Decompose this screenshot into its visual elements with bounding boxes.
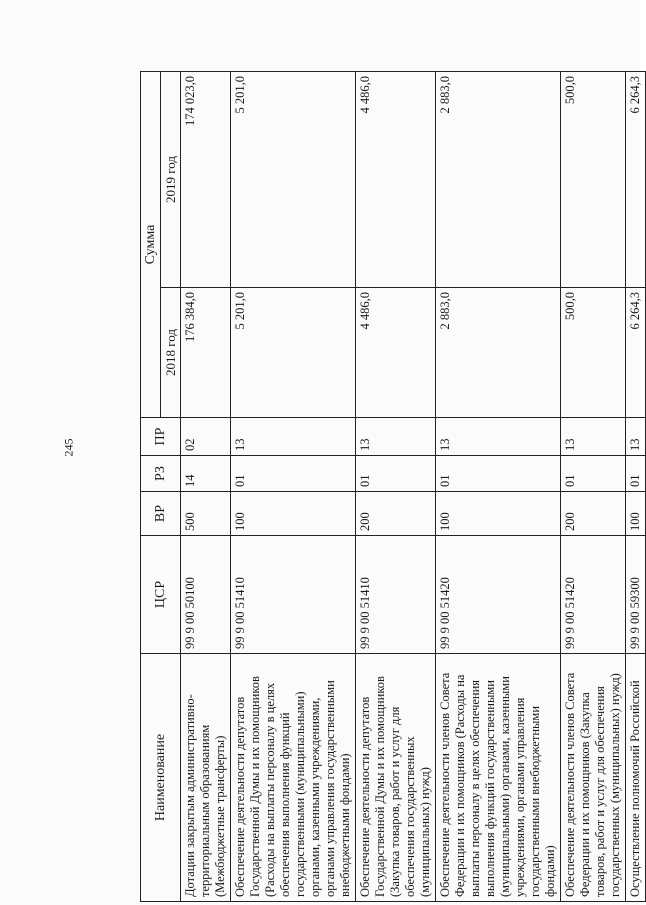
row-name: Обеспечение деятельности членов Совета Федерации и их помощников (Закупка товаров, работ и услуг для обеспечения государственных (муниципальных) нужд) — [561, 654, 626, 902]
table-row — [436, 72, 561, 902]
row-vr: 100 — [436, 492, 561, 536]
row-name: Обеспечение деятельности депутатов Государственной Думы и их помощников (Расходы на выплаты персоналу в целях обеспечения выполнения функций государственными (муниципальными) органами, казенными учреждениями, органами управления государственными внебюджетными фондами) — [231, 654, 356, 902]
row-sum-2018: 4 486,0 — [356, 288, 436, 418]
table-row — [181, 72, 231, 902]
row-sum-2019: 174 023,0 — [181, 72, 231, 288]
row-sum-2019: 5 201,0 — [231, 72, 356, 288]
rotated-table-container — [140, 72, 642, 902]
header-rz: РЗ — [141, 456, 181, 492]
header-sum: Сумма — [141, 72, 161, 418]
header-year-2019: 2019 год — [161, 72, 181, 288]
row-name: Осуществление полномочий Российской — [626, 654, 646, 902]
row-sum-2018: 500,0 — [561, 288, 626, 418]
row-pr: 13 — [626, 418, 646, 456]
row-csr: 99 9 00 50100 — [181, 536, 231, 654]
row-pr: 02 — [181, 418, 231, 456]
row-csr: 99 9 00 51420 — [561, 536, 626, 654]
page-number: 245 — [61, 438, 76, 457]
header-pr: ПР — [141, 418, 181, 456]
row-sum-2018: 176 384,0 — [181, 288, 231, 418]
row-sum-2018: 6 264,3 — [626, 288, 646, 418]
row-csr: 99 9 00 59300 — [626, 536, 646, 654]
header-csr: ЦСР — [141, 536, 181, 654]
row-vr: 100 — [626, 492, 646, 536]
table-row — [626, 72, 646, 902]
row-csr: 99 9 00 51420 — [436, 536, 561, 654]
row-rz: 14 — [181, 456, 231, 492]
row-sum-2018: 5 201,0 — [231, 288, 356, 418]
row-rz: 01 — [436, 456, 561, 492]
row-vr: 100 — [231, 492, 356, 536]
header-name: Наименование — [141, 654, 181, 902]
row-name: Обеспечение деятельности членов Совета Федерации и их помощников (Расходы на выплаты персоналу в целях обеспечения выполнения функций государственными (муниципальными) органами, казенными учреждениями, органами управления государственными внебюджетными фондами) — [436, 654, 561, 902]
row-csr: 99 9 00 51410 — [231, 536, 356, 654]
row-rz: 01 — [561, 456, 626, 492]
row-pr: 13 — [231, 418, 356, 456]
table-row — [356, 72, 436, 902]
budget-table — [140, 71, 646, 902]
row-pr: 13 — [356, 418, 436, 456]
header-row — [141, 72, 161, 902]
row-vr: 500 — [181, 492, 231, 536]
header-year-2018: 2018 год — [161, 288, 181, 418]
row-csr: 99 9 00 51410 — [356, 536, 436, 654]
table-row — [231, 72, 356, 902]
row-sum-2018: 2 883,0 — [436, 288, 561, 418]
row-rz: 01 — [356, 456, 436, 492]
row-sum-2019: 6 264,3 — [626, 72, 646, 288]
row-vr: 200 — [356, 492, 436, 536]
row-name: Обеспечение деятельности депутатов Государственной Думы и их помощников (Закупка товаров, работ и услуг для обеспечения государственных (муниципальных) нужд) — [356, 654, 436, 902]
table-row — [561, 72, 626, 902]
row-rz: 01 — [231, 456, 356, 492]
row-pr: 13 — [561, 418, 626, 456]
header-vr: ВР — [141, 492, 181, 536]
row-rz: 01 — [626, 456, 646, 492]
row-sum-2019: 2 883,0 — [436, 72, 561, 288]
row-sum-2019: 4 486,0 — [356, 72, 436, 288]
row-sum-2019: 500,0 — [561, 72, 626, 288]
table-viewport — [140, 72, 642, 902]
row-vr: 200 — [561, 492, 626, 536]
row-name: Дотации закрытым административно-территориальным образованиям (Межбюджетные трансферты) — [181, 654, 231, 902]
row-pr: 13 — [436, 418, 561, 456]
